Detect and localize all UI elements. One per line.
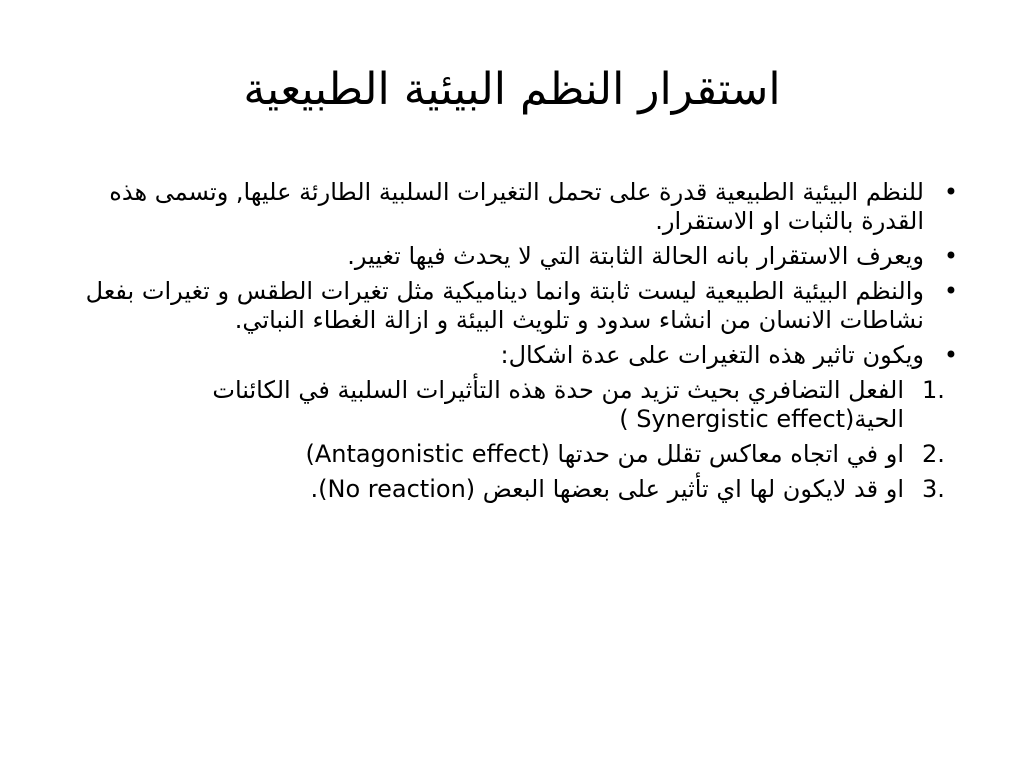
bullet-item [60,242,962,271]
item-number: 3. [922,475,945,503]
bullet-icon: • [943,277,958,305]
numbered-item [60,440,962,469]
item-number: 2. [922,440,945,468]
bullet-icon: • [943,178,958,206]
bullet-text: ويكون تاثير هذه التغيرات على عدة اشكال: [500,341,924,369]
slide-body [60,178,962,510]
bullet-item [60,178,962,236]
numbered-item [60,475,962,504]
numbered-list [60,376,962,504]
item-text: او قد لايكون لها اي تأثير على بعضها البعض (No reaction). [310,475,904,503]
bullet-icon: • [943,242,958,270]
slide-title: استقرار النظم البيئية الطبيعية [243,64,781,115]
bullet-item [60,277,962,335]
item-text: الفعل التضافري بحيث تزيد من حدة هذه التأثيرات السلبية في الكائنات الحية(Synergistic effect ) [212,376,904,433]
item-number: 1. [922,376,945,404]
bullet-item [60,341,962,370]
bullet-list [60,178,962,370]
bullet-text: للنظم البيئية الطبيعية قدرة على تحمل التغيرات السلبية الطارئة عليها, وتسمى هذه القدرة بالثبات او الاستقرار. [109,178,924,235]
numbered-item [60,376,962,434]
bullet-text: ويعرف الاستقرار بانه الحالة الثابتة التي لا يحدث فيها تغيير. [347,242,924,270]
bullet-text: والنظم البيئية الطبيعية ليست ثابتة وانما ديناميكية مثل تغيرات الطقس و تغيرات بفعل نشاطات الانسان من انشاء سدود و تلويث البيئة و ازالة الغطاء النباتي. [85,277,924,334]
item-text: او في اتجاه معاكس تقلل من حدتها (Antagonistic effect) [305,440,904,468]
bullet-icon: • [943,341,958,369]
